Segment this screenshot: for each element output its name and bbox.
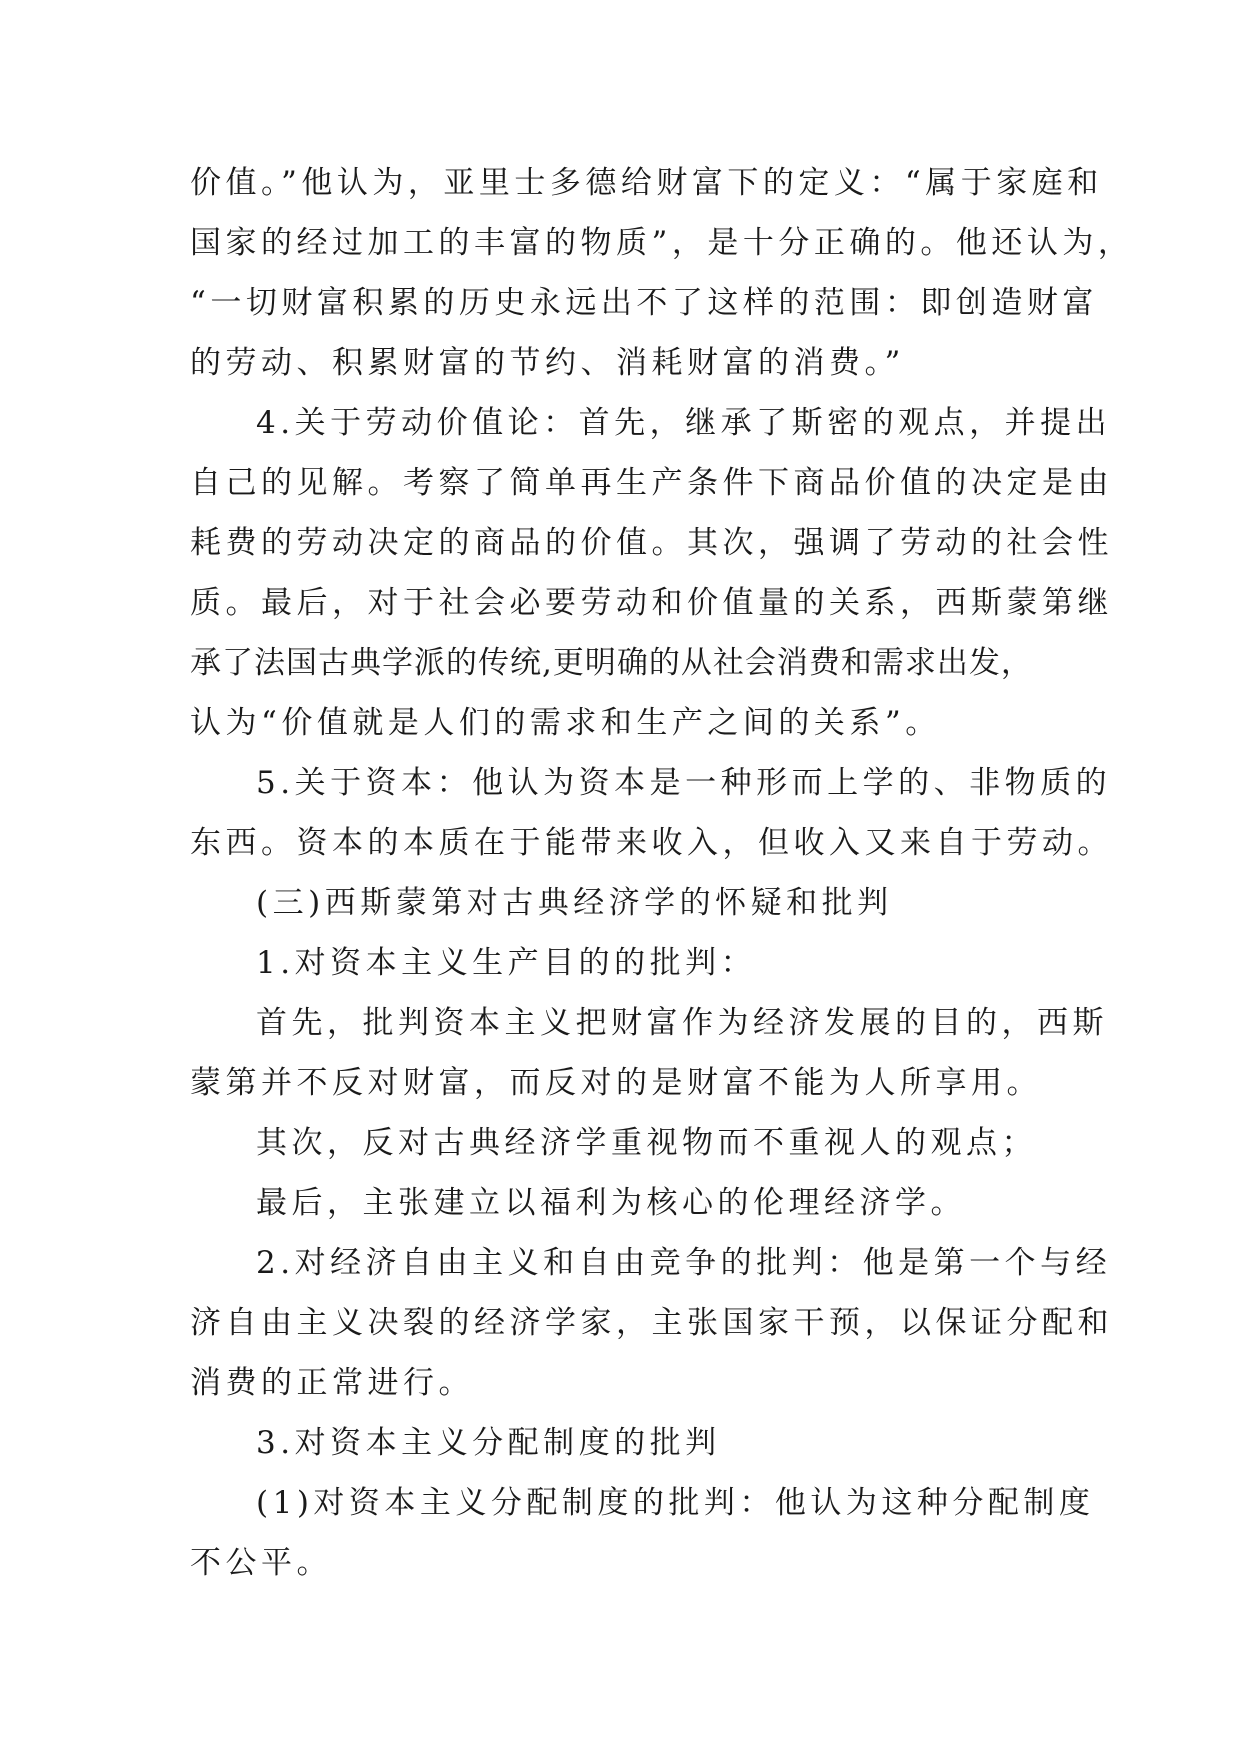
text-line: 自己的见解。考察了简单再生产条件下商品价值的决定是由 xyxy=(190,465,1113,501)
text-line: 价值。”他认为，亚里士多德给财富下的定义：“属于家庭和 xyxy=(190,165,1103,201)
paragraph-first-line: 4.关于劳动价值论：首先，继承了斯密的观点，并提出 xyxy=(256,405,1112,441)
paragraph-first-line: 5.关于资本：他认为资本是一种形而上学的、非物质的 xyxy=(256,765,1112,801)
paragraph-first-line: 最后，主张建立以福利为核心的伦理经济学。 xyxy=(256,1185,966,1221)
text-line: 认为“价值就是人们的需求和生产之间的关系”。 xyxy=(190,705,941,741)
paragraph-first-line: 首先，批判资本主义把财富作为经济发展的目的，西斯 xyxy=(256,1005,1108,1041)
text-line: 东西。资本的本质在于能带来收入，但收入又来自于劳动。 xyxy=(190,825,1113,861)
text-line: 的劳动、积累财富的节约、消耗财富的消费。” xyxy=(190,345,905,381)
subsection-heading: 1.对资本主义生产目的的批判： xyxy=(256,945,757,981)
text-line: 耗费的劳动决定的商品的价值。其次，强调了劳动的社会性 xyxy=(190,525,1113,561)
text-line: 承了法国古典学派的传统,更明确的从社会消费和需求出发， xyxy=(190,645,1033,681)
text-line: “一切财富积累的历史永远出不了这样的范围：即创造财富 xyxy=(190,285,1098,321)
paragraph-first-line: 2.对经济自由主义和自由竞争的批判：他是第一个与经 xyxy=(256,1245,1112,1281)
section-heading: (三)西斯蒙第对古典经济学的怀疑和批判 xyxy=(256,885,893,921)
text-line: 国家的经过加工的丰富的物质”，是十分正确的。他还认为， xyxy=(190,225,1134,261)
paragraph-first-line: 其次，反对古典经济学重视物而不重视人的观点； xyxy=(256,1125,1037,1161)
subsection-heading: 3.对资本主义分配制度的批判 xyxy=(256,1425,721,1461)
text-line: 消费的正常进行。 xyxy=(190,1365,474,1401)
text-line: 质。最后，对于社会必要劳动和价值量的关系，西斯蒙第继 xyxy=(190,585,1113,621)
text-line: 不公平。 xyxy=(190,1545,332,1581)
text-line: 济自由主义决裂的经济学家，主张国家干预，以保证分配和 xyxy=(190,1305,1113,1341)
text-line: 蒙第并不反对财富，而反对的是财富不能为人所享用。 xyxy=(190,1065,1042,1101)
paragraph-first-line: (1)对资本主义分配制度的批判：他认为这种分配制度 xyxy=(256,1485,1095,1521)
